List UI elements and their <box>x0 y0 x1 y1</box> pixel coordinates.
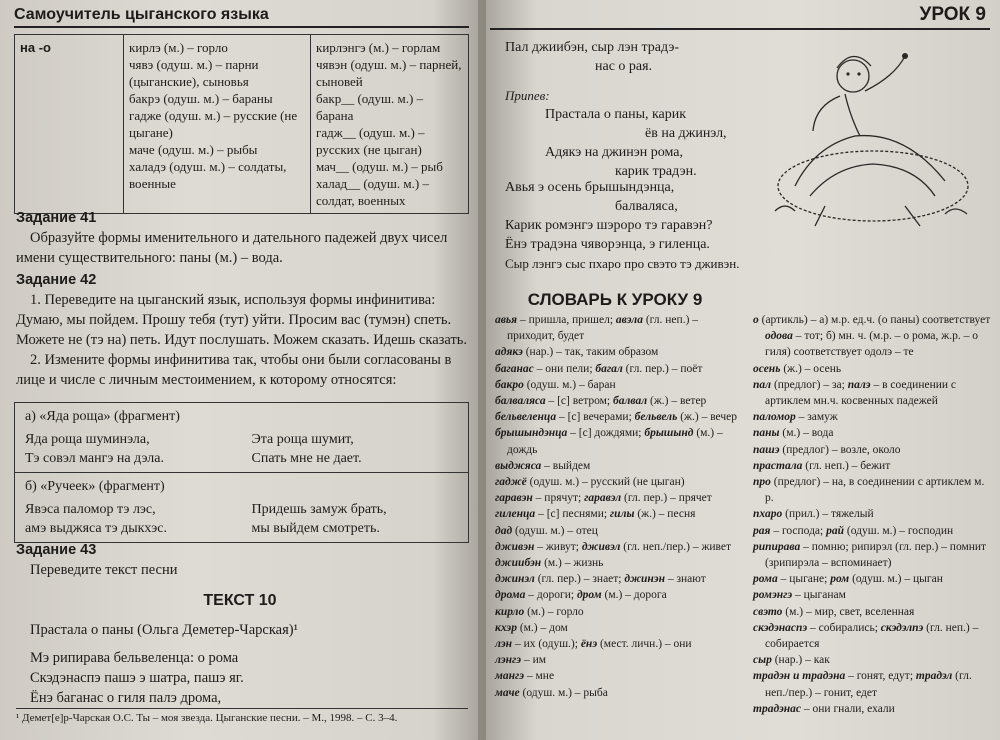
definition: (мест. личн.) – они <box>597 638 692 651</box>
headword: джиибэн <box>495 557 542 570</box>
table-cell: мач__ (одуш. м.) – рыб <box>316 159 443 174</box>
song-line: Авья э осень брышындэнца, <box>505 180 675 195</box>
song-line: балваляса, <box>615 199 678 214</box>
poem-a-title: а) «Яда роща» (фрагмент) <box>15 403 469 427</box>
definition: – тот; б) мн. ч. (м.р. – о рома, ж.р. – о гиля) соответствует одолэ – те <box>765 330 978 359</box>
vocabulary-entry <box>753 458 991 474</box>
headword: пал <box>753 378 772 391</box>
poem-a-original <box>15 426 242 473</box>
task-42 <box>16 270 468 390</box>
vocabulary-entry <box>753 604 991 620</box>
headword: джинэн <box>624 573 665 586</box>
table-col-dative <box>311 35 469 214</box>
song-continuation <box>505 38 750 181</box>
headword: брышындэнца <box>495 427 568 440</box>
headword: паны <box>753 427 780 440</box>
headword: паломор <box>753 411 796 424</box>
poem-line: Придешь замуж брать, <box>251 502 387 517</box>
vocabulary-entry <box>495 344 741 360</box>
vocabulary-entry <box>753 474 991 506</box>
headword: скэдэлпэ <box>880 621 924 634</box>
text10-body <box>16 620 468 708</box>
poem-b-translation <box>242 496 469 543</box>
definition: – [с] дождями; <box>567 427 645 440</box>
text10-title: ТЕКСТ 10 <box>203 592 277 609</box>
task-title: Задание 42 <box>16 272 97 288</box>
song-line: карик традэн. <box>615 164 697 179</box>
definition: (гл. пер.) – прячет <box>621 492 712 505</box>
headword: прастала <box>753 459 803 472</box>
headword: авья <box>495 314 518 326</box>
table-cell: гадже (одуш. м.) – русские (не цыгане) <box>129 108 298 140</box>
headword: традэнас <box>753 702 802 715</box>
song-line: Мэ рипирава бельвеленца: о рома <box>30 650 239 666</box>
vocabulary-entry <box>753 312 991 361</box>
song-line: нас о рая. <box>595 59 653 74</box>
definition: (гл. неп.) – собирается <box>765 621 979 651</box>
definition: (нар.) – как <box>771 654 830 667</box>
definition: – знают <box>664 573 706 586</box>
definition: (одуш. м.) – цыган <box>849 573 943 586</box>
definition: (гл. неп.) – бежит <box>802 459 891 472</box>
headword: традэл <box>915 670 953 683</box>
table-cell: бакрэ (одуш. м.) – бараны <box>129 91 273 106</box>
vocabulary-entry <box>753 701 991 717</box>
poem-line: амэ выджяса тэ дыкхэс. <box>25 521 167 536</box>
lesson-header <box>490 2 990 30</box>
headword: одова <box>765 330 793 343</box>
definition: (гл. неп./пер.) – живет <box>620 540 732 553</box>
definition: (предлог) – за; <box>771 378 848 391</box>
vocabulary-entry <box>753 668 991 700</box>
definition: – господа; <box>770 524 827 537</box>
headword: рая <box>753 524 771 537</box>
definition: (ж.) – вечер <box>677 411 738 424</box>
headword: дрома <box>495 589 526 602</box>
vocabulary-entry <box>495 474 741 490</box>
song-line: Пал джиибэн, сыр лэн традэ- <box>505 40 680 55</box>
definition: – их (одуш.); <box>512 638 581 651</box>
poem-table <box>14 402 469 543</box>
headword: брышынд <box>644 427 694 440</box>
definition: (одуш. м.) – рыба <box>519 686 608 699</box>
poem-line: мы выйдем смотреть. <box>251 521 380 536</box>
definition: (нар.) – так, таким образом <box>522 346 659 359</box>
headword: бельвеленца <box>495 411 557 424</box>
definition: – [с] ветром; <box>545 395 613 408</box>
table-cell: чявэ (одуш. м.) – парни (цыганские), сыновья <box>129 57 259 89</box>
headword: джинэл <box>495 573 535 586</box>
headword: сыр <box>753 654 772 667</box>
headword: дживэл <box>581 540 621 553</box>
headword: осень <box>753 362 781 375</box>
definition: – собирались; <box>807 621 881 634</box>
headword: свэто <box>753 605 783 618</box>
task-title: Задание 43 <box>16 542 97 558</box>
headword: пашэ <box>753 443 780 456</box>
song-verse <box>505 178 755 273</box>
vocabulary-entry <box>495 604 741 620</box>
definition: (м.) – дорога <box>601 589 667 602</box>
song-line: Карик ромэнгэ шэроро тэ гаравэн? <box>505 218 713 233</box>
vocabulary-entry <box>495 393 741 409</box>
definition: – помню; рипирэл (гл. пер.) – помнит (зрипирэла – вспоминает) <box>765 540 987 570</box>
definition: (одуш. м.) – господин <box>844 524 954 537</box>
definition: (м.) – дом <box>516 621 568 634</box>
song-line: Скэдэнаспэ пашэ э шатра, пашэ яг. <box>30 670 244 686</box>
headword: рипирава <box>753 540 801 553</box>
poem-line: Спать мне не дает. <box>251 451 362 466</box>
running-header: Самоучитель цыганского языка <box>14 6 469 28</box>
headword: ромэнгэ <box>753 589 793 602</box>
headword: кирло <box>495 605 525 618</box>
headword: рай <box>826 524 845 537</box>
vocabulary-entry <box>495 523 741 539</box>
definition: – они пели; <box>533 362 596 375</box>
definition: – живут; <box>534 540 582 553</box>
task-text: Образуйте формы именительного и дательного падежей двух чисел имени существительного: паны (м.) – вода. <box>16 230 448 266</box>
task-text: 2. Измените формы инфинитива так, чтобы они были согласованы в лице и числе с личным местоимением, к которому относятся: <box>16 352 452 388</box>
song-line: Ёнэ традэна чяворэнца, э гиленца. <box>505 237 710 252</box>
headword: гилы <box>609 508 635 521</box>
task-41 <box>16 208 468 268</box>
headword: традэн и традэна <box>753 670 846 683</box>
table-col-nominative <box>124 35 311 214</box>
headword: гаравэн <box>495 492 533 505</box>
vocabulary-entry <box>495 620 741 636</box>
headword: дживэн <box>495 540 535 553</box>
table-cell: гадж__ (одуш. м.) – русских (не цыган) <box>316 125 425 157</box>
definition: – цыганам <box>792 589 846 602</box>
vocabulary-entry <box>495 668 741 684</box>
vocabulary-entry <box>753 442 991 458</box>
definition: – пришла, пришел; <box>517 314 616 326</box>
definition: (ж.) – осень <box>780 362 842 375</box>
vocabulary-entry <box>753 506 991 522</box>
definition: – в соединении с артиклем мн.ч. косвенных падежей <box>765 378 957 408</box>
refrain-label: Припев: <box>505 88 550 103</box>
task-text: Переведите текст песни <box>30 562 178 578</box>
definition: – мне <box>524 670 555 683</box>
task-text: 1. Переведите на цыганский язык, используя формы инфинитива: Думаю, мы пойдем. Прошу тебя (тут) уйти. Просим вас (тумэн) спеть. Можете не (тэ на) петь. Идут послушать. Можем сказать. Идешь сказать. <box>16 292 468 348</box>
vocabulary-entry <box>495 571 741 587</box>
vocabulary-entry <box>495 685 741 701</box>
definition: (м.) – вода <box>779 427 834 440</box>
definition: (м.) – мир, свет, вселенная <box>782 605 915 618</box>
poem-line: Явэса паломор тэ лэс, <box>25 502 156 517</box>
vocabulary-column-right <box>753 312 991 717</box>
lesson-title: УРОК 9 <box>919 4 986 25</box>
headword: лэн <box>495 638 513 651</box>
headword: про <box>753 476 771 489</box>
task-title: Задание 41 <box>16 210 97 226</box>
headword: ром <box>830 573 850 586</box>
headword: гиленца <box>495 508 536 521</box>
definition: (одуш. м.) – баран <box>523 378 616 391</box>
vocabulary-entry <box>753 539 991 571</box>
headword: пхаро <box>753 508 783 521</box>
vocabulary-entry <box>495 555 741 571</box>
definition: – замуж <box>795 411 838 424</box>
definition: – дороги; <box>525 589 577 602</box>
definition: – гонят, едут; <box>845 670 916 683</box>
table-cell: бакр__ (одуш. м.) – барана <box>316 91 424 123</box>
definition: – выйдем <box>541 459 591 472</box>
headword: балвал <box>613 395 648 408</box>
poem-b-title: б) «Ручеек» (фрагмент) <box>15 473 469 497</box>
definition: (м.) – жизнь <box>541 557 604 570</box>
vocabulary-entry <box>495 458 741 474</box>
table-cell: маче (одуш. м.) – рыбы <box>129 142 258 157</box>
headword: о <box>753 314 759 326</box>
headword: гаджё <box>495 476 527 489</box>
definition: – прячут; <box>532 492 585 505</box>
vocabulary-entry <box>495 312 741 344</box>
definition: (одуш. м.) – русский (не цыган) <box>526 476 685 489</box>
vocabulary-entry <box>753 652 991 668</box>
headword: багал <box>595 362 623 375</box>
table-cell: кирлэнгэ (м.) – горлам <box>316 40 441 55</box>
task-43 <box>16 540 468 580</box>
headword: ёнэ <box>580 638 598 651</box>
vocabulary-entry <box>495 361 741 377</box>
headword: бакро <box>495 378 524 391</box>
headword: адякэ <box>495 346 523 359</box>
poem-line: Эта роща шумит, <box>251 432 354 447</box>
poem-line: Яда роща шуминэла, <box>25 432 150 447</box>
text10-subtitle: Прастала о паны (Ольга Деметер-Чарская)¹ <box>30 622 298 638</box>
vocabulary-entry <box>753 425 991 441</box>
definition: – [с] песнями; <box>535 508 610 521</box>
headword: авэла <box>615 314 643 326</box>
vocabulary-entry <box>753 409 991 425</box>
vocabulary-entry <box>753 523 991 539</box>
vocabulary-entry <box>495 490 741 506</box>
definition: (м.) – горло <box>524 605 584 618</box>
definition: (гл. неп./пер.) – гонит, едет <box>765 670 972 699</box>
song-line: Ёнэ баганас о гиля палэ дрома, <box>30 690 222 706</box>
vocabulary-entry <box>495 587 741 603</box>
song-line: Адякэ на джинэн рома, <box>545 145 683 160</box>
headword: балваляса <box>495 395 546 408</box>
definition: (артикль) – а) м.р. ед.ч. (о паны) соответствует <box>758 314 991 326</box>
poem-line: Тэ совэл мангэ на дэла. <box>25 451 164 466</box>
poem-b-original <box>15 496 242 543</box>
vocabulary-title: СЛОВАРЬ К УРОКУ 9 <box>527 290 703 309</box>
definition: (одуш. м.) – отец <box>512 524 598 537</box>
headword: мангэ <box>495 670 525 683</box>
vocabulary-entry <box>495 636 741 652</box>
vocabulary-entry <box>495 425 741 457</box>
definition: (гл. пер.) – знает; <box>534 573 625 586</box>
headword: кхэр <box>495 621 517 634</box>
vocabulary-entry <box>495 377 741 393</box>
headword: дад <box>495 524 513 537</box>
definition: – цыгане; <box>777 573 831 586</box>
vocabulary-entry <box>495 539 741 555</box>
definition: (предлог) – возле, около <box>779 443 901 456</box>
vocabulary-entry <box>753 571 991 587</box>
vocabulary-entry <box>753 361 991 377</box>
definition: (гл. пер.) – поёт <box>622 362 703 375</box>
table-cell: халадэ (одуш. м.) – солдаты, военные <box>129 159 287 191</box>
song-line: ёв на джинэл, <box>645 126 727 141</box>
left-page <box>0 0 480 740</box>
headword: выджяса <box>495 459 542 472</box>
poem-a-translation <box>242 426 469 473</box>
declension-table <box>14 34 469 214</box>
dancing-woman-illustration <box>755 36 990 231</box>
vocabulary-column-left <box>495 312 741 701</box>
vocabulary-entry <box>753 620 991 652</box>
vocabulary-entry <box>753 377 991 409</box>
definition: – [с] вечерами; <box>556 411 635 424</box>
table-cell: чявэн (одуш. м.) – парней, сыновей <box>316 57 462 89</box>
vocabulary-entry <box>495 652 741 668</box>
headword: маче <box>495 686 520 699</box>
headword: палэ <box>847 378 871 391</box>
footnote: ¹ Демет[е]р-Чарская О.С. Ты – моя звезда. Цыганские песни. – М., 1998. – С. 3–4. <box>16 708 468 724</box>
book-gutter <box>478 0 486 740</box>
definition: (прил.) – тяжелый <box>782 508 874 521</box>
headword: баганас <box>495 362 534 375</box>
headword: лэнгэ <box>495 654 522 667</box>
definition: (гл. неп.) – приходит, будет <box>507 314 699 343</box>
headword: дром <box>576 589 602 602</box>
definition: (предлог) – на, в соединении с артиклем м. р. <box>765 476 985 505</box>
headword: гаравэл <box>584 492 622 505</box>
table-label: на -о <box>15 35 124 214</box>
song-line: Прастала о паны, карик <box>545 107 687 122</box>
table-cell: халад__ (одуш. м.) – солдат, военных <box>316 176 429 208</box>
headword: бельвель <box>634 411 678 424</box>
definition: (ж.) – песня <box>634 508 696 521</box>
headword: рома <box>753 573 778 586</box>
definition: (м.) – дождь <box>507 427 723 456</box>
definition: – они гнали, ехали <box>801 702 895 715</box>
vocabulary-entry <box>753 587 991 603</box>
song-line: Сыр лэнгэ сыс пхаро про свэто тэ дживэн. <box>505 256 740 271</box>
table-cell: кирлэ (м.) – горло <box>129 40 228 55</box>
vocabulary-entry <box>495 409 741 425</box>
definition: (ж.) – ветер <box>647 395 707 408</box>
definition: – им <box>521 654 547 667</box>
headword: скэдэнаспэ <box>753 621 808 634</box>
vocabulary-entry <box>495 506 741 522</box>
